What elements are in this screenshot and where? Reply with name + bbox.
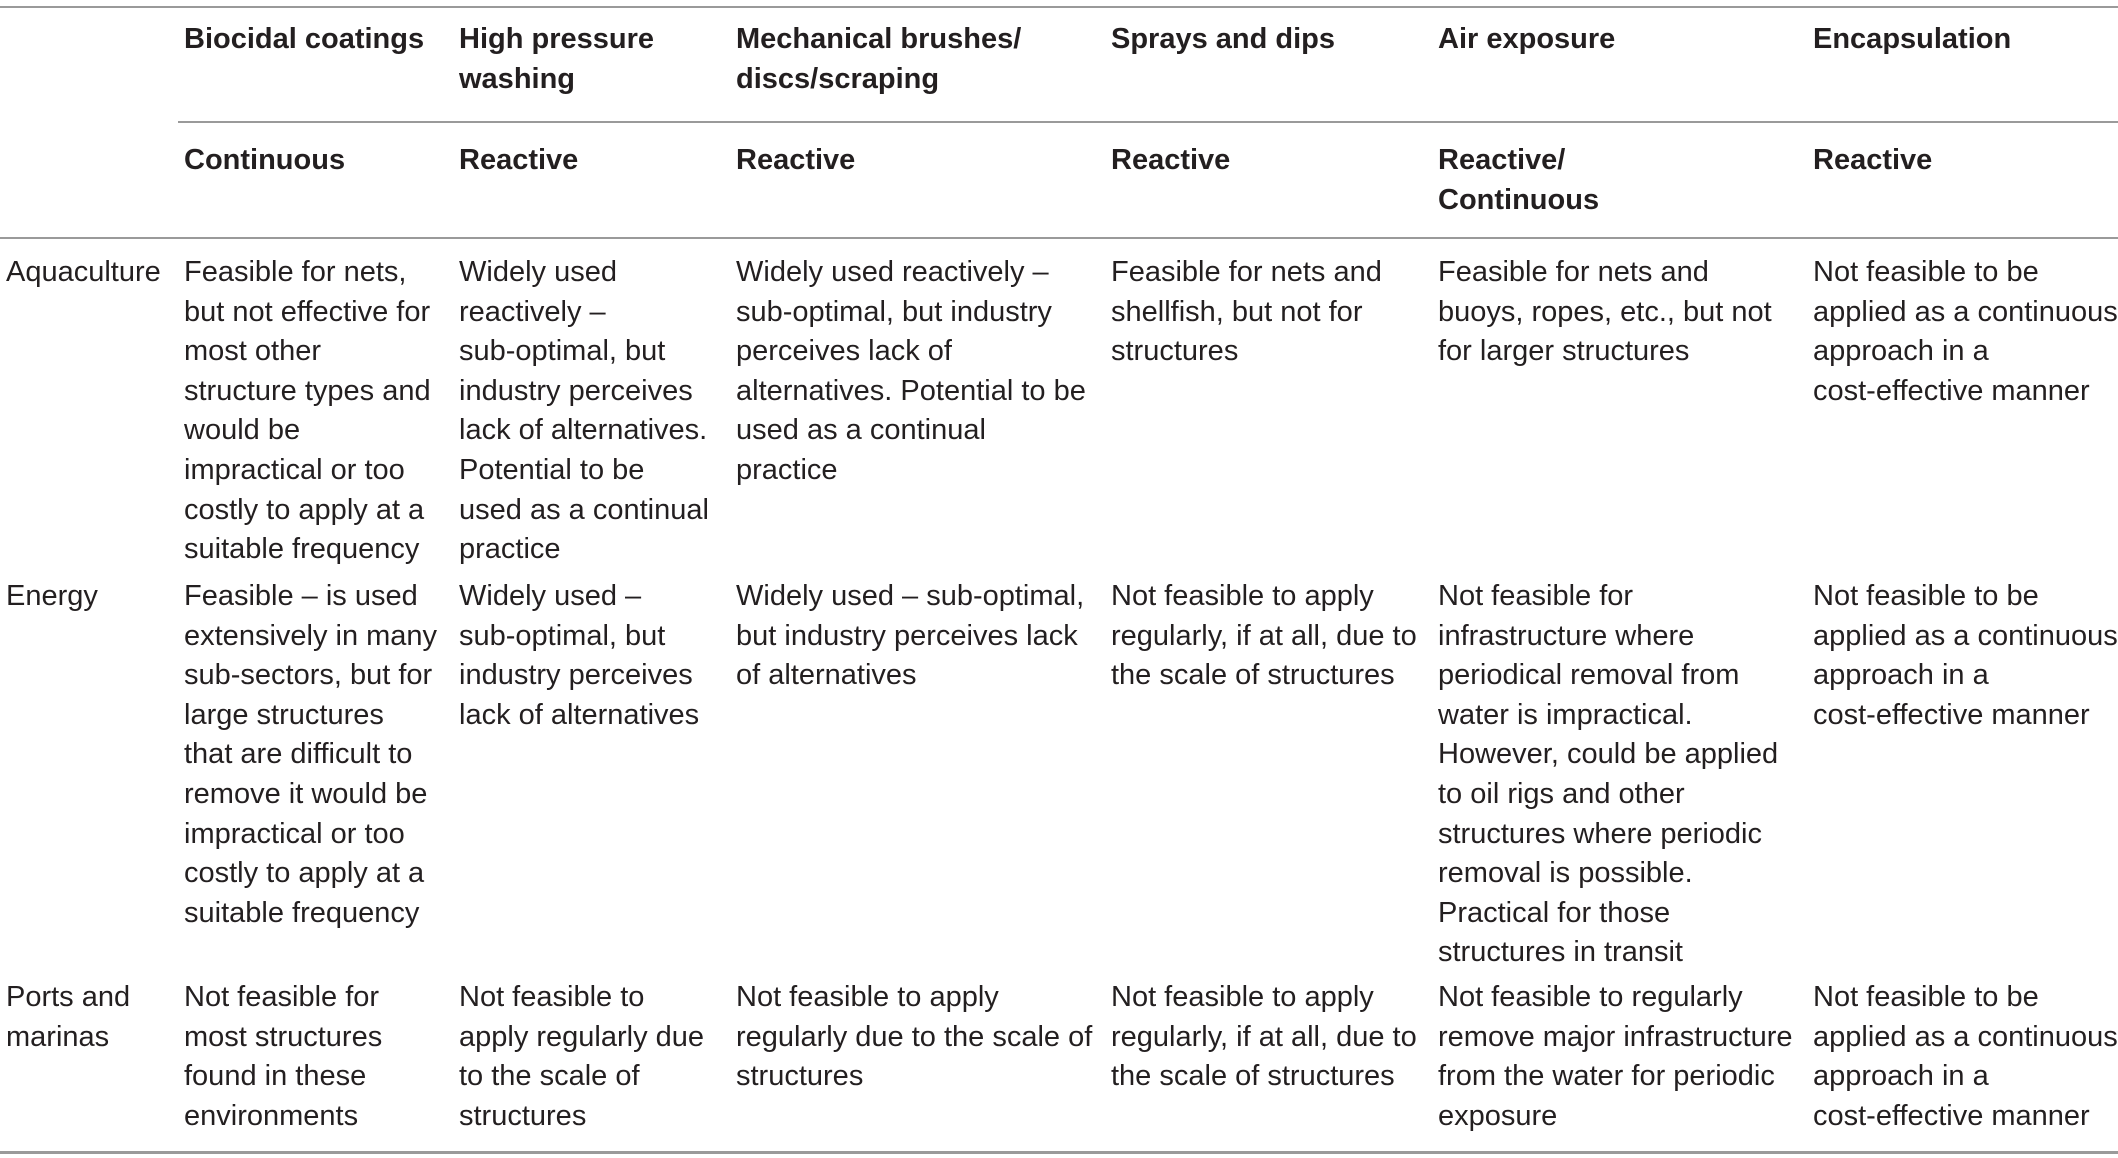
col-mode-encapsulation: Reactive: [1813, 144, 1933, 176]
col-mode-biocidal-coatings: Continuous: [184, 144, 346, 176]
col-header-biocidal-coatings: Biocidal coatings: [184, 23, 425, 55]
table-cell: Widely used reactively – sub-optimal, but industry perceives lack of alternatives. Potential to be used as a continual practice: [736, 256, 1086, 486]
table-cell: Widely used – sub-optimal, but industry perceives lack of alternatives: [459, 580, 700, 731]
table-cell: Not feasible for most structures found in these environments: [184, 981, 383, 1132]
table-cell: Widely used reactively – sub-optimal, but industry perceives lack of alternatives. Potential to be used as a continual practice: [459, 256, 709, 566]
table-cell: Not feasible to apply regularly, if at all, due to the scale of structures: [1111, 580, 1417, 692]
table-top-rule: [0, 6, 2118, 8]
table-cell: Not feasible to be applied as a continuous approach in a cost-effective manner: [1813, 981, 2118, 1132]
header-divider-rule: [178, 121, 2118, 123]
col-header-sprays-and-dips: Sprays and dips: [1111, 23, 1336, 55]
header-bottom-rule: [0, 237, 2118, 239]
table-cell: Not feasible for infrastructure where periodical removal from water is impractical. However, could be applied to oil rigs and other structures where periodic removal is possible. Practical for those structures in transit: [1438, 580, 1779, 969]
col-header-high-pressure-washing: High pressure washing: [459, 23, 654, 95]
table-cell: Not feasible to apply regularly due to the scale of structures: [736, 981, 1093, 1093]
table-cell: Not feasible to apply regularly, if at all, due to the scale of structures: [1111, 981, 1417, 1093]
col-header-encapsulation: Encapsulation: [1813, 23, 2012, 55]
col-mode-high-pressure-washing: Reactive: [459, 144, 579, 176]
table-cell: Feasible for nets, but not effective for most other structure types and would be impractical or too costly to apply at a suitable frequency: [184, 256, 431, 566]
row-label-ports-and-marinas: Ports and marinas: [6, 981, 131, 1053]
table-cell: Not feasible to apply regularly due to the scale of structures: [459, 981, 705, 1132]
table-cell: Feasible – is used extensively in many sub-sectors, but for large structures that are difficult to remove it would be impractical or too costly to apply at a suitable frequency: [184, 580, 438, 929]
row-label-aquaculture: Aquaculture: [6, 256, 161, 288]
col-mode-air-exposure: Reactive/ Continuous: [1438, 144, 1600, 216]
table-bottom-rule: [0, 1151, 2118, 1154]
table-cell: Feasible for nets and shellfish, but not for structures: [1111, 256, 1382, 368]
table-cell: Not feasible to be applied as a continuous approach in a cost-effective manner: [1813, 580, 2118, 731]
col-header-air-exposure: Air exposure: [1438, 23, 1616, 55]
table-cell: Feasible for nets and buoys, ropes, etc., but not for larger structures: [1438, 256, 1772, 368]
table-cell: Not feasible to be applied as a continuous approach in a cost-effective manner: [1813, 256, 2118, 407]
col-mode-mechanical-brushes: Reactive: [736, 144, 856, 176]
table-cell: Not feasible to regularly remove major infrastructure from the water for periodic exposure: [1438, 981, 1793, 1132]
table-cell: Widely used – sub-optimal, but industry perceives lack of alternatives: [736, 580, 1085, 692]
row-label-energy: Energy: [6, 580, 98, 612]
col-mode-sprays-and-dips: Reactive: [1111, 144, 1231, 176]
col-header-mechanical-brushes: Mechanical brushes/ discs/scraping: [736, 23, 1022, 95]
